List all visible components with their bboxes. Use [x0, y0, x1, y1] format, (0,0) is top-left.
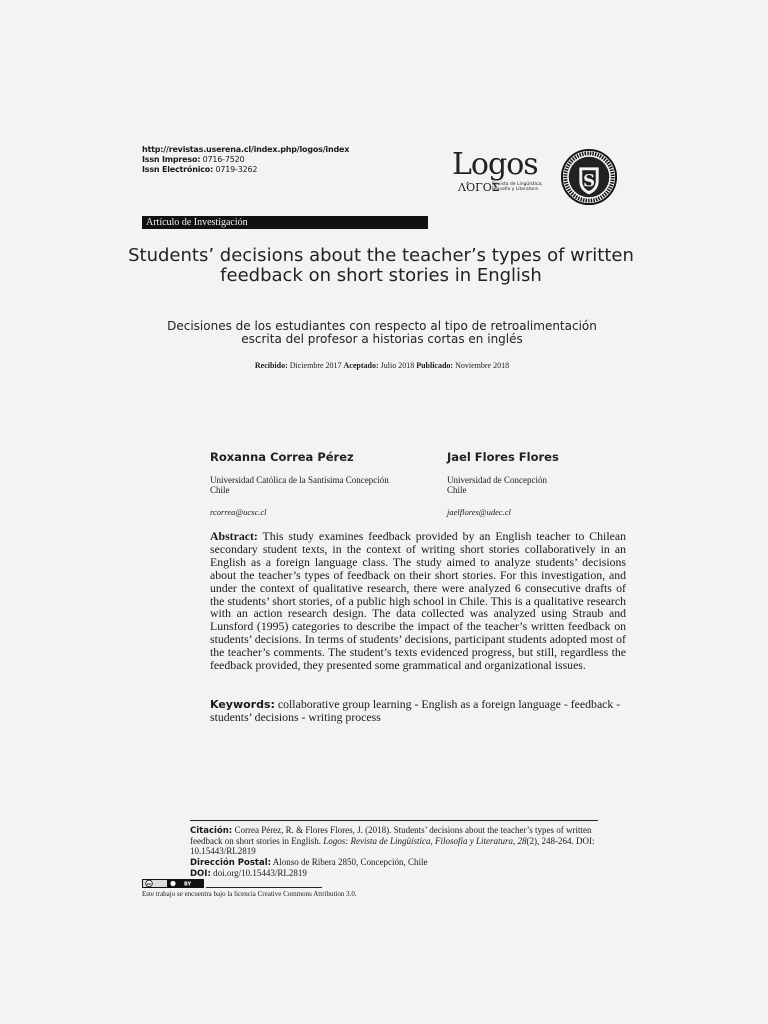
author-name: Roxanna Correa Pérez: [210, 450, 354, 464]
keywords-text: collaborative group learning - English as a foreign language - feedback - students’ decisions - writing process: [210, 697, 621, 724]
author-affiliation-line: Universidad Católica de la Santísima Concepción: [210, 475, 389, 485]
issn-print-label: Issn Impreso:: [142, 155, 201, 164]
subtitle-line-1: Decisiones de los estudiantes con respecto al tipo de retroalimentación: [167, 319, 597, 333]
received-date: Diciembre 2017: [289, 361, 342, 370]
citation-journal: Logos: Revista de Lingüística, Filosofía y Literatura, 28: [323, 836, 527, 847]
postal-address: Alonso de Ribera 2850, Concepción, Chile: [272, 856, 428, 867]
issn-online-label: Issn Electrónico:: [142, 165, 214, 174]
creative-commons-badge[interactable]: [142, 879, 204, 888]
doi-link[interactable]: doi.org/10.15443/RL2819: [213, 867, 307, 878]
citation-block: [190, 825, 608, 879]
by-icon: BY: [184, 881, 192, 888]
author-country: Chile: [210, 485, 230, 495]
cc-icon: cc: [146, 881, 152, 886]
citation-issue: (2), 248-264. DOI: 10.15443/RL2819: [190, 836, 595, 857]
subtitle-line-2: escrita del profesor a historias cortas en inglés: [241, 332, 523, 346]
author-affiliation: [210, 475, 440, 495]
keywords-label: Keywords:: [210, 698, 275, 711]
abstract: [210, 530, 626, 672]
logo-tagline-2: Filosofía y Literatura: [492, 187, 538, 192]
publication-dates: [140, 361, 624, 370]
svg-text:S: S: [583, 171, 595, 191]
logos-logo: [452, 147, 543, 200]
journal-info: [142, 145, 349, 175]
accepted-date: Julio 2018: [380, 361, 415, 370]
author-email[interactable]: jaelflores@udec.cl: [447, 507, 511, 517]
title-line-1: Students’ decisions about the teacher’s types of written: [128, 245, 634, 266]
citation-authors: Correa Pérez, R. & Flores Flores, J. (2018). Students’ decisions about the teacher’s types of written feedback on short stories in English.: [190, 825, 592, 847]
published-date: Noviembre 2018: [455, 361, 510, 370]
license-underline: [206, 887, 322, 888]
author-affiliation: [447, 475, 627, 495]
license-text: Este trabajo se encuentra bajo la licencia Creative Commons Attribution 3.0.: [142, 890, 357, 898]
footer-divider: [190, 820, 598, 821]
issn-print: 0716-7520: [202, 155, 245, 164]
issn-online: 0719-3262: [215, 165, 258, 174]
university-seal-icon: [560, 148, 618, 206]
title-line-2: feedback on short stories in English: [220, 265, 542, 286]
section-label: Artículo de Investigación: [142, 216, 428, 229]
author-email[interactable]: rcorrea@ucsc.cl: [210, 507, 267, 517]
published-label: Publicado:: [416, 361, 454, 370]
logo-tagline: [492, 182, 544, 192]
journal-url[interactable]: http://revistas.userena.cl/index.php/logos/index: [142, 145, 350, 154]
abstract-text: This study examines feedback provided by an English teacher to Chilean secondary student texts, in the context of writing short stories collaboratively in an English as a foreign language class. The study aimed to analyze students’ decisions about the teacher’s types of feedback on their short stories. For this investigation, and under the context of qualitative research, there were analyzed 6 consecutive drafts of the students’ short stories, of a public high school in Chile. This is a qualitative research with an action research design. The data collected was analyzed using Straub and Lunsford (1995) categories to describe the impact of the teacher’s written feedback on students’ decisions. In terms of students’ decisions, participant students adopted most of the teacher’s comments. The student’s texts evidenced progress, but still, regardless the feedback provided, they presented some grammatical and organizational issues.: [210, 529, 626, 673]
received-label: Recibido:: [254, 361, 288, 370]
address-label: Dirección Postal:: [190, 857, 272, 868]
logo-tagline-1: Revista de Lingüística,: [492, 182, 543, 187]
citation-label: Citación:: [190, 826, 233, 836]
keywords: [210, 698, 626, 724]
accepted-label: Aceptado:: [343, 361, 379, 370]
logo-wordmark: Logos: [452, 147, 538, 182]
abstract-label: Abstract:: [210, 529, 258, 543]
logo-greek: ΛΌΓΟΣ: [458, 181, 500, 194]
article-title: [100, 246, 662, 286]
doi-label: DOI:: [190, 868, 211, 879]
author-name: Jael Flores Flores: [447, 450, 559, 464]
author-affiliation-line: Universidad de Concepción: [447, 475, 547, 485]
article-subtitle: [140, 320, 624, 346]
author-country: Chile: [447, 485, 467, 495]
